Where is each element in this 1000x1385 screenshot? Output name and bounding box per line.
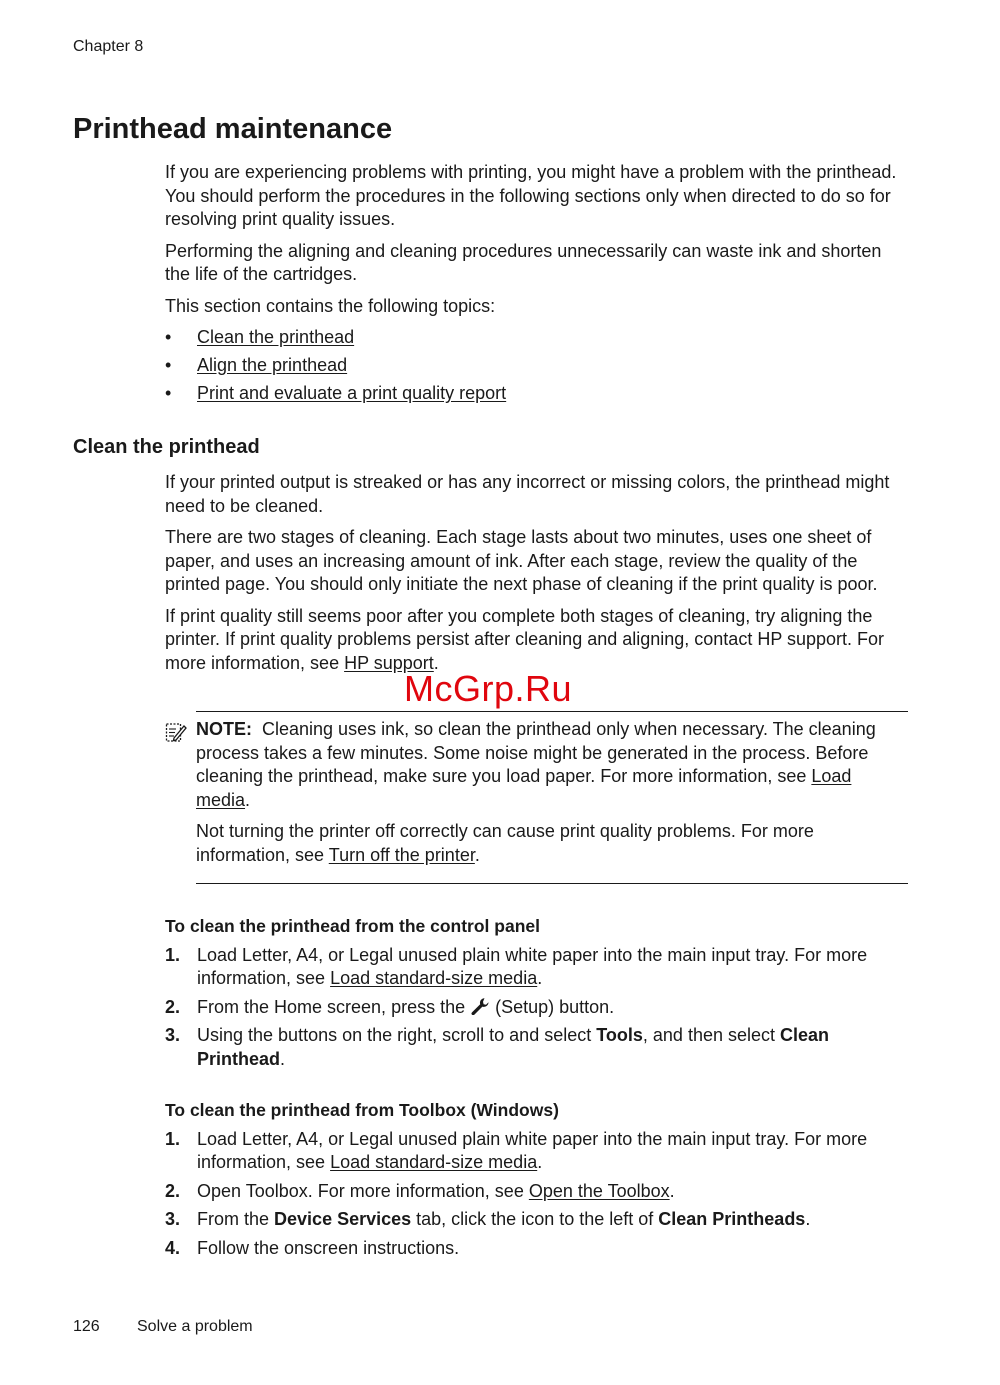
device-services-tab-label: Device Services <box>274 1209 412 1229</box>
control-panel-procedure <box>165 915 905 1076</box>
note-text-2-end: . <box>474 844 480 865</box>
step-number: 3. <box>165 1209 181 1229</box>
load-standard-size-media-link[interactable]: Load standard-size media <box>330 968 538 988</box>
toolbox-heading: To clean the printhead from Toolbox (Windows) <box>165 1100 559 1120</box>
toolbox-steps <box>165 1128 905 1261</box>
page-title: Printhead maintenance <box>73 113 393 145</box>
step-text: Load Letter, A4, or Legal unused plain white paper into the main input tray. For more information, see <box>197 944 868 988</box>
step-item <box>165 944 905 991</box>
control-panel-heading: To clean the printhead from the control panel <box>165 916 540 936</box>
topic-item <box>165 382 905 410</box>
clean-paragraph-1: If your printed output is streaked or has any incorrect or missing colors, the printhead might need to be cleaned. <box>165 472 890 516</box>
step-item <box>165 1180 905 1204</box>
page-footer <box>73 1318 253 1336</box>
topic-item <box>165 354 905 382</box>
load-standard-size-media-link[interactable]: Load standard-size media <box>330 1152 538 1172</box>
step-text: Follow the onscreen instructions. <box>197 1237 460 1258</box>
step-number: 2. <box>165 996 181 1017</box>
note-paragraph-1 <box>196 718 896 812</box>
turn-off-printer-link[interactable]: Turn off the printer <box>328 844 475 865</box>
clean-paragraph-3-text: If print quality still seems poor after you complete both stages of cleaning, try aligning the printer. If print quality problems persist after cleaning and aligning, contact HP support. For more information, see <box>165 605 885 673</box>
step-text: Using the buttons on the right, scroll to and select <box>197 1025 597 1045</box>
chapter-label: Chapter 8 <box>73 38 144 55</box>
note-text: Cleaning uses ink, so clean the printhead only when necessary. The cleaning process takes a few minutes. Some noise might be generated in the process. Before cleaning the printhead, make sure you load paper. For more information, see <box>196 719 881 786</box>
intro-paragraph-2: Performing the aligning and cleaning procedures unnecessarily can waste ink and shorten the life of the cartridges. <box>165 240 882 284</box>
step-text-end: . <box>537 1152 543 1172</box>
note-text-2: Not turning the printer off correctly can cause print quality problems. For more information, see <box>196 821 814 865</box>
step-number: 4. <box>165 1237 181 1258</box>
intro-section <box>165 161 905 410</box>
note-text-end: . <box>245 789 251 810</box>
clean-printheads-label: Clean Printheads <box>658 1209 806 1229</box>
note-paragraph-2 <box>196 820 896 867</box>
step-item <box>165 1237 905 1261</box>
bullet-icon: • <box>165 327 172 347</box>
note-label: NOTE: <box>196 719 252 739</box>
clean-section <box>165 471 905 683</box>
step-text-end: . <box>669 1180 675 1201</box>
open-toolbox-link[interactable]: Open the Toolbox <box>528 1180 670 1201</box>
note-bottom-divider <box>196 883 908 884</box>
step-number: 3. <box>165 1025 181 1045</box>
section-heading: Clean the printhead <box>73 436 260 458</box>
step-text-mid: , and then select <box>642 1025 780 1045</box>
topic-link-align[interactable]: Align the printhead <box>197 355 348 375</box>
clean-printhead-menu-label: Clean Printhead <box>197 1025 830 1069</box>
load-media-link[interactable]: Load media <box>196 766 852 810</box>
step-text: Load Letter, A4, or Legal unused plain white paper into the main input tray. For more information, see <box>197 1128 868 1172</box>
tools-menu-label: Tools <box>596 1025 643 1045</box>
page-number: 126 <box>73 1318 100 1335</box>
clean-paragraph-2: There are two stages of cleaning. Each stage lasts about two minutes, uses one sheet of paper, and uses an increasing amount of ink. After each stage, review the quality of the printed page. You should only initiate the next phase of cleaning if the print quality is poor. <box>165 527 878 594</box>
toolbox-procedure <box>165 1099 905 1265</box>
topic-item <box>165 326 905 354</box>
step-text: Open Toolbox. For more information, see <box>197 1180 529 1201</box>
control-panel-steps <box>165 944 905 1072</box>
note-block <box>196 718 896 875</box>
step-text-end: (Setup) button. <box>490 996 615 1017</box>
step-item <box>165 1024 905 1071</box>
topic-link-report[interactable]: Print and evaluate a print quality report <box>197 383 507 403</box>
step-text-end: . <box>537 968 543 988</box>
topic-link-clean[interactable]: Clean the printhead <box>197 327 355 347</box>
clean-paragraph-3-end: . <box>433 652 439 673</box>
intro-paragraph-3: This section contains the following topics: <box>165 295 496 316</box>
topics-list <box>165 326 905 410</box>
wrench-icon <box>470 997 490 1015</box>
bullet-icon: • <box>165 383 172 403</box>
watermark: McGrp.Ru <box>404 668 573 709</box>
clean-paragraph-3 <box>165 605 905 676</box>
bullet-icon: • <box>165 355 172 375</box>
step-text-mid: tab, click the icon to the left of <box>411 1209 659 1229</box>
footer-section-title: Solve a problem <box>137 1318 253 1335</box>
step-text: From the <box>197 1209 275 1229</box>
hp-support-link[interactable]: HP support <box>344 652 434 673</box>
step-text-end: . <box>280 1048 286 1069</box>
step-item <box>165 1208 905 1232</box>
step-item <box>165 1128 905 1175</box>
note-top-divider <box>196 711 908 712</box>
note-pencil-icon <box>165 721 187 743</box>
step-number: 2. <box>165 1180 181 1201</box>
step-number: 1. <box>165 944 181 965</box>
step-number: 1. <box>165 1128 181 1149</box>
step-text: From the Home screen, press the <box>197 996 471 1017</box>
intro-paragraph-1: If you are experiencing problems with printing, you might have a problem with the printhead. You should perform the procedures in the following sections only when directed to do so for resolving print quality issues. <box>165 162 897 229</box>
step-item <box>165 996 905 1020</box>
step-text-end: . <box>805 1209 811 1229</box>
